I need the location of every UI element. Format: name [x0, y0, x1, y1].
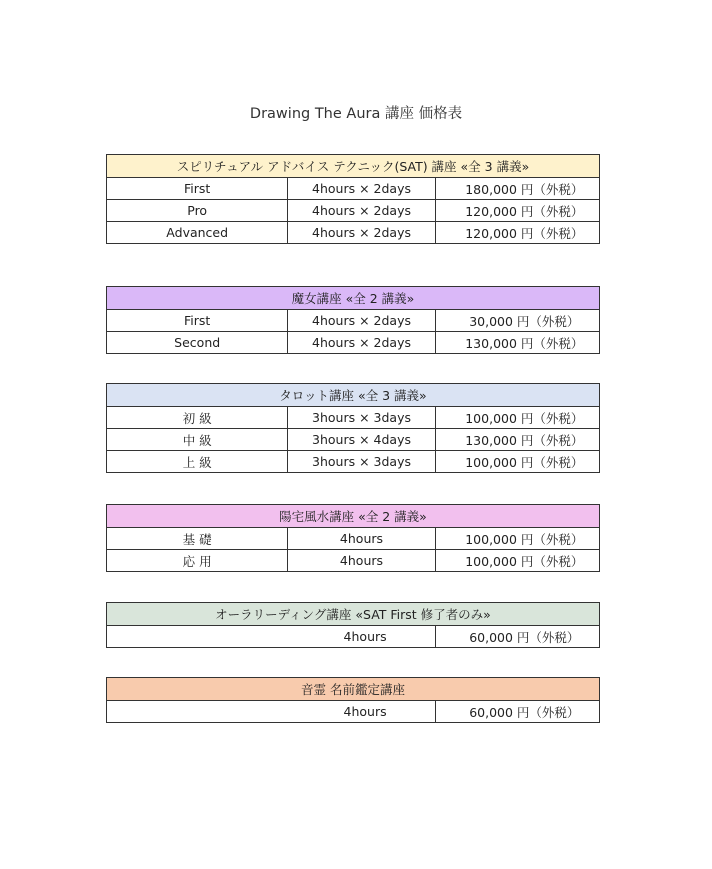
course-duration: 4hours: [107, 701, 436, 723]
course-price: 100,000 円（外税）: [435, 528, 599, 550]
course-price: 100,000 円（外税）: [435, 451, 599, 473]
course-level: Second: [107, 332, 288, 354]
table-row: [107, 528, 600, 550]
course-duration: 4hours: [107, 626, 436, 648]
course-price: 180,000 円（外税）: [435, 178, 599, 200]
table-header-row: [107, 678, 600, 701]
course-price: 60,000 円（外税）: [435, 626, 599, 648]
sat-course-header: スピリチュアル アドバイス テクニック(SAT) 講座 «全 3 講義»: [107, 155, 600, 178]
page-title: Drawing The Aura 講座 価格表: [249, 106, 463, 122]
table-header-row: [107, 287, 600, 310]
course-price: 100,000 円（外税）: [435, 550, 599, 572]
course-price: 60,000 円（外税）: [435, 701, 599, 723]
table-row: [107, 407, 600, 429]
course-duration: 3hours × 3days: [288, 451, 435, 473]
course-level: 基 礎: [107, 528, 288, 550]
course-duration: 4hours: [288, 550, 435, 572]
course-duration: 3hours × 4days: [288, 429, 435, 451]
tarot-course-table: [106, 383, 600, 473]
name-reading-course-table: [106, 677, 600, 723]
course-duration: 4hours × 2days: [288, 332, 435, 354]
course-price: 100,000 円（外税）: [435, 407, 599, 429]
table-header-row: [107, 603, 600, 626]
course-level: 中 級: [107, 429, 288, 451]
table-row: [107, 550, 600, 572]
witch-course-header: 魔女講座 «全 2 講義»: [107, 287, 600, 310]
course-duration: 4hours × 2days: [288, 310, 435, 332]
table-row: [107, 178, 600, 200]
table-header-row: [107, 505, 600, 528]
course-level: Pro: [107, 200, 288, 222]
course-level: 初 級: [107, 407, 288, 429]
course-level: First: [107, 178, 288, 200]
course-price: 130,000 円（外税）: [435, 332, 599, 354]
course-price: 120,000 円（外税）: [435, 222, 599, 244]
course-duration: 4hours: [288, 528, 435, 550]
course-level: 上 級: [107, 451, 288, 473]
table-row: [107, 429, 600, 451]
table-row: [107, 451, 600, 473]
course-level: Advanced: [107, 222, 288, 244]
name-reading-course-header: 音霊 名前鑑定講座: [107, 678, 600, 701]
course-duration: 4hours × 2days: [288, 200, 435, 222]
course-level: First: [107, 310, 288, 332]
course-price: 130,000 円（外税）: [435, 429, 599, 451]
fengshui-course-header: 陽宅風水講座 «全 2 講義»: [107, 505, 600, 528]
fengshui-course-table: [106, 504, 600, 572]
course-duration: 4hours × 2days: [288, 222, 435, 244]
table-header-row: [107, 155, 600, 178]
table-row: [107, 200, 600, 222]
table-row: [107, 310, 600, 332]
course-duration: 3hours × 3days: [288, 407, 435, 429]
table-row: [107, 222, 600, 244]
sat-course-table: [106, 154, 600, 244]
tarot-course-header: タロット講座 «全 3 講義»: [107, 384, 600, 407]
table-row: [107, 626, 600, 648]
course-duration: 4hours × 2days: [288, 178, 435, 200]
witch-course-table: [106, 286, 600, 354]
table-row: [107, 332, 600, 354]
course-level: 応 用: [107, 550, 288, 572]
table-row: [107, 701, 600, 723]
aura-reading-course-table: [106, 602, 600, 648]
aura-reading-course-header: オーラリーディング講座 «SAT First 修了者のみ»: [107, 603, 600, 626]
table-header-row: [107, 384, 600, 407]
course-price: 120,000 円（外税）: [435, 200, 599, 222]
course-price: 30,000 円（外税）: [435, 310, 599, 332]
